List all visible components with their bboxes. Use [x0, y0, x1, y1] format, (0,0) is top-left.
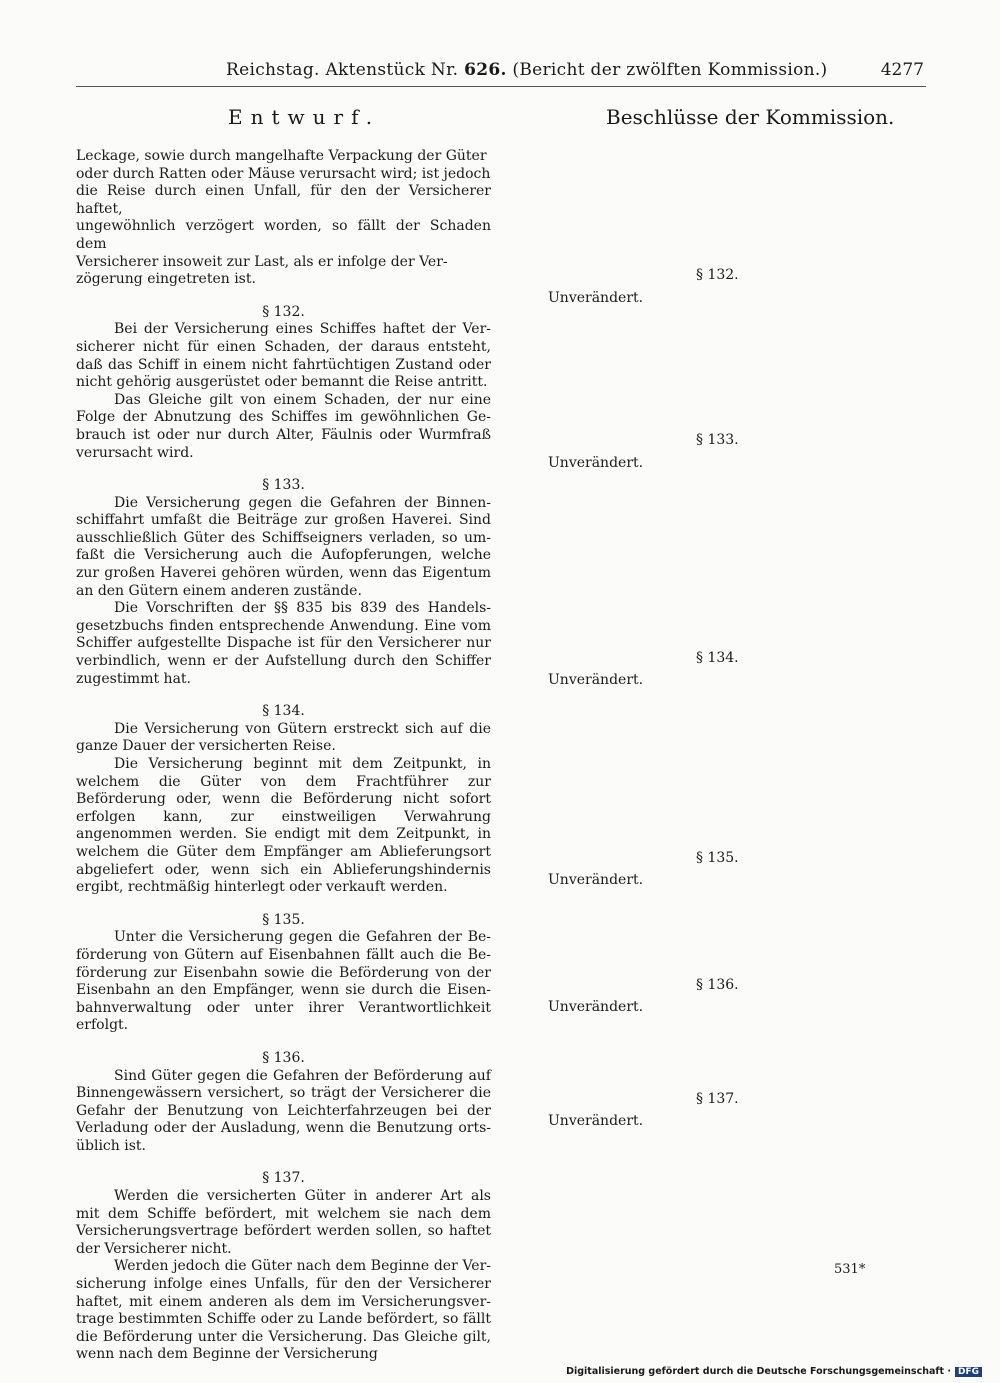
page-number: 4277	[880, 60, 924, 80]
header-subtitle: (Bericht der zwölften Kommission.)	[512, 60, 828, 80]
section-134-para-2: Die Versicherung beginnt mit dem Zeitpunkt, in welchem die Güter von dem Frachtführer zur Beförderung oder, wenn die Beförderung nicht sofort erfolgen kann, zur einstweiligen Verwahrung angenommen werden. Sie endigt mit dem Zeitpunkt, in welchem die Güter dem Empfänger am Ablieferungsort abgeliefert oder, wenn sich ein Ablieferungshindernis ergibt, rechtmäßig hinterlegt oder verkauft werden.	[76, 756, 491, 896]
right-column-title: Beschlüsse der Kommission.	[606, 105, 895, 129]
decision-137-heading: § 137.	[696, 1091, 739, 1107]
decision-135-heading: § 135.	[696, 850, 739, 866]
decision-133-heading: § 133.	[696, 432, 739, 448]
header-title	[226, 60, 828, 80]
decision-132-heading: § 132.	[696, 267, 739, 283]
left-column-title: Entwurf.	[228, 105, 381, 129]
text-line: ungewöhnlich verzögert worden, so fällt der Schaden dem	[76, 218, 491, 252]
section-135-heading: § 135.	[262, 911, 305, 928]
text-line: oder durch Ratten oder Mäuse verursacht wird; ist jedoch	[76, 165, 491, 182]
decision-136-heading: § 136.	[696, 977, 739, 993]
decision-134-text: Unverändert.	[548, 672, 644, 688]
sheet-reference: 531*	[834, 1262, 866, 1277]
section-137-heading: § 137.	[262, 1170, 305, 1187]
decision-135-text: Unverändert.	[548, 872, 644, 888]
draft-column	[76, 148, 491, 1364]
digitization-footer	[566, 1366, 982, 1377]
section-136-para-1: Sind Güter gegen die Gefahren der Beförderung auf Binnengewässern versichert, so trägt der Versicherer die Gefahr der Benutzung von Leichterfahrzeugen bei der Verladung oder der Ausladung, wenn die Benutzung orts- üblich ist.	[76, 1067, 491, 1154]
document-number: 626.	[464, 60, 507, 80]
text-line: die Reise durch einen Unfall, für den der Versicherer haftet,	[76, 183, 491, 217]
dfg-logo: DFG	[955, 1367, 982, 1377]
footer-text: Digitalisierung gefördert durch die Deutsche Forschungsgemeinschaft ·	[566, 1366, 951, 1377]
section-136-heading: § 136.	[262, 1049, 305, 1066]
section-135-para-1: Unter die Versicherung gegen die Gefahren der Be- förderung von Gütern auf Eisenbahnen fällt auch die Be- förderung zur Eisenbahn sowie die Beförderung von der Eisenbahn an den Empfänger, wenn sie durch die Eisen- bahnverwaltung oder unter ihrer Verantwortlichkeit erfolgt.	[76, 929, 491, 1034]
section-133-heading: § 133.	[262, 477, 305, 494]
section-133-para-1: Die Versicherung gegen die Gefahren der Binnen- schiffahrt umfaßt die Beiträge zur großen Haverei. Sind ausschließlich Güter des Schiffseigners verladen, so um- faßt die Versicherung auch die Aufopferungen, welche zur großen Haverei gehören würden, wenn das Eigentum an den Gütern einem anderen zustände.	[76, 494, 491, 599]
section-132-heading: § 132.	[262, 303, 305, 320]
running-header	[76, 60, 926, 87]
decision-132-text: Unverändert.	[548, 290, 644, 306]
section-133-para-2: Die Vorschriften der §§ 835 bis 839 des Handels- gesetzbuchs finden entsprechende Anwendung. Eine vom Schiffer aufgestellte Dispache ist für den Versicherer nur verbindlich, wenn er der Aufstellung durch den Schiffer zugestimmt hat.	[76, 600, 491, 687]
section-137-para-1: Werden die versicherten Güter in anderer Art als mit dem Schiffe befördert, mit welchem sie nach dem Versicherungsvertrage befördert werden sollen, so haftet der Versicherer nicht.	[76, 1188, 491, 1257]
decision-133-text: Unverändert.	[548, 455, 644, 471]
section-132-para-2: Das Gleiche gilt von einem Schaden, der nur eine Folge der Abnutzung des Schiffes im gewöhnlichen Ge- brauch ist oder nur durch Alter, Fäulnis oder Wurmfraß verursacht wird.	[76, 391, 491, 461]
text-line: Versicherer insoweit zur Last, als er infolge der Ver-	[76, 253, 448, 270]
continued-paragraph	[76, 148, 491, 289]
section-137-para-2: Werden jedoch die Güter nach dem Beginne der Ver- sicherung infolge eines Unfalls, für den der Versicherer haftet, mit einem anderen als dem im Versicherungsver- trage bestimmten Schiffe oder zu Lande befördert, so fällt die Beförderung unter die Versicherung. Das Gleiche gilt, wenn nach dem Beginne der Versicherung	[76, 1258, 491, 1363]
section-132-para-1: Bei der Versicherung eines Schiffes haftet der Ver- sicherer nicht für einen Schaden, der daraus entsteht, daß das Schiff in einem nicht fahrtüchtigen Zustand oder nicht gehörig ausgerüstet oder bemannt die Reise antritt.	[76, 321, 491, 391]
header-title-text: Reichstag. Aktenstück Nr.	[226, 60, 459, 80]
text-line: Leckage, sowie durch mangelhafte Verpackung der Güter	[76, 148, 487, 164]
decision-137-text: Unverändert.	[548, 1113, 644, 1129]
decision-136-text: Unverändert.	[548, 999, 644, 1015]
decision-134-heading: § 134.	[696, 650, 739, 666]
section-134-para-1: Die Versicherung von Gütern erstreckt sich auf die ganze Dauer der versicherten Reise.	[76, 720, 491, 755]
section-134-heading: § 134.	[262, 703, 305, 720]
text-line: zögerung eingetreten ist.	[76, 271, 256, 288]
